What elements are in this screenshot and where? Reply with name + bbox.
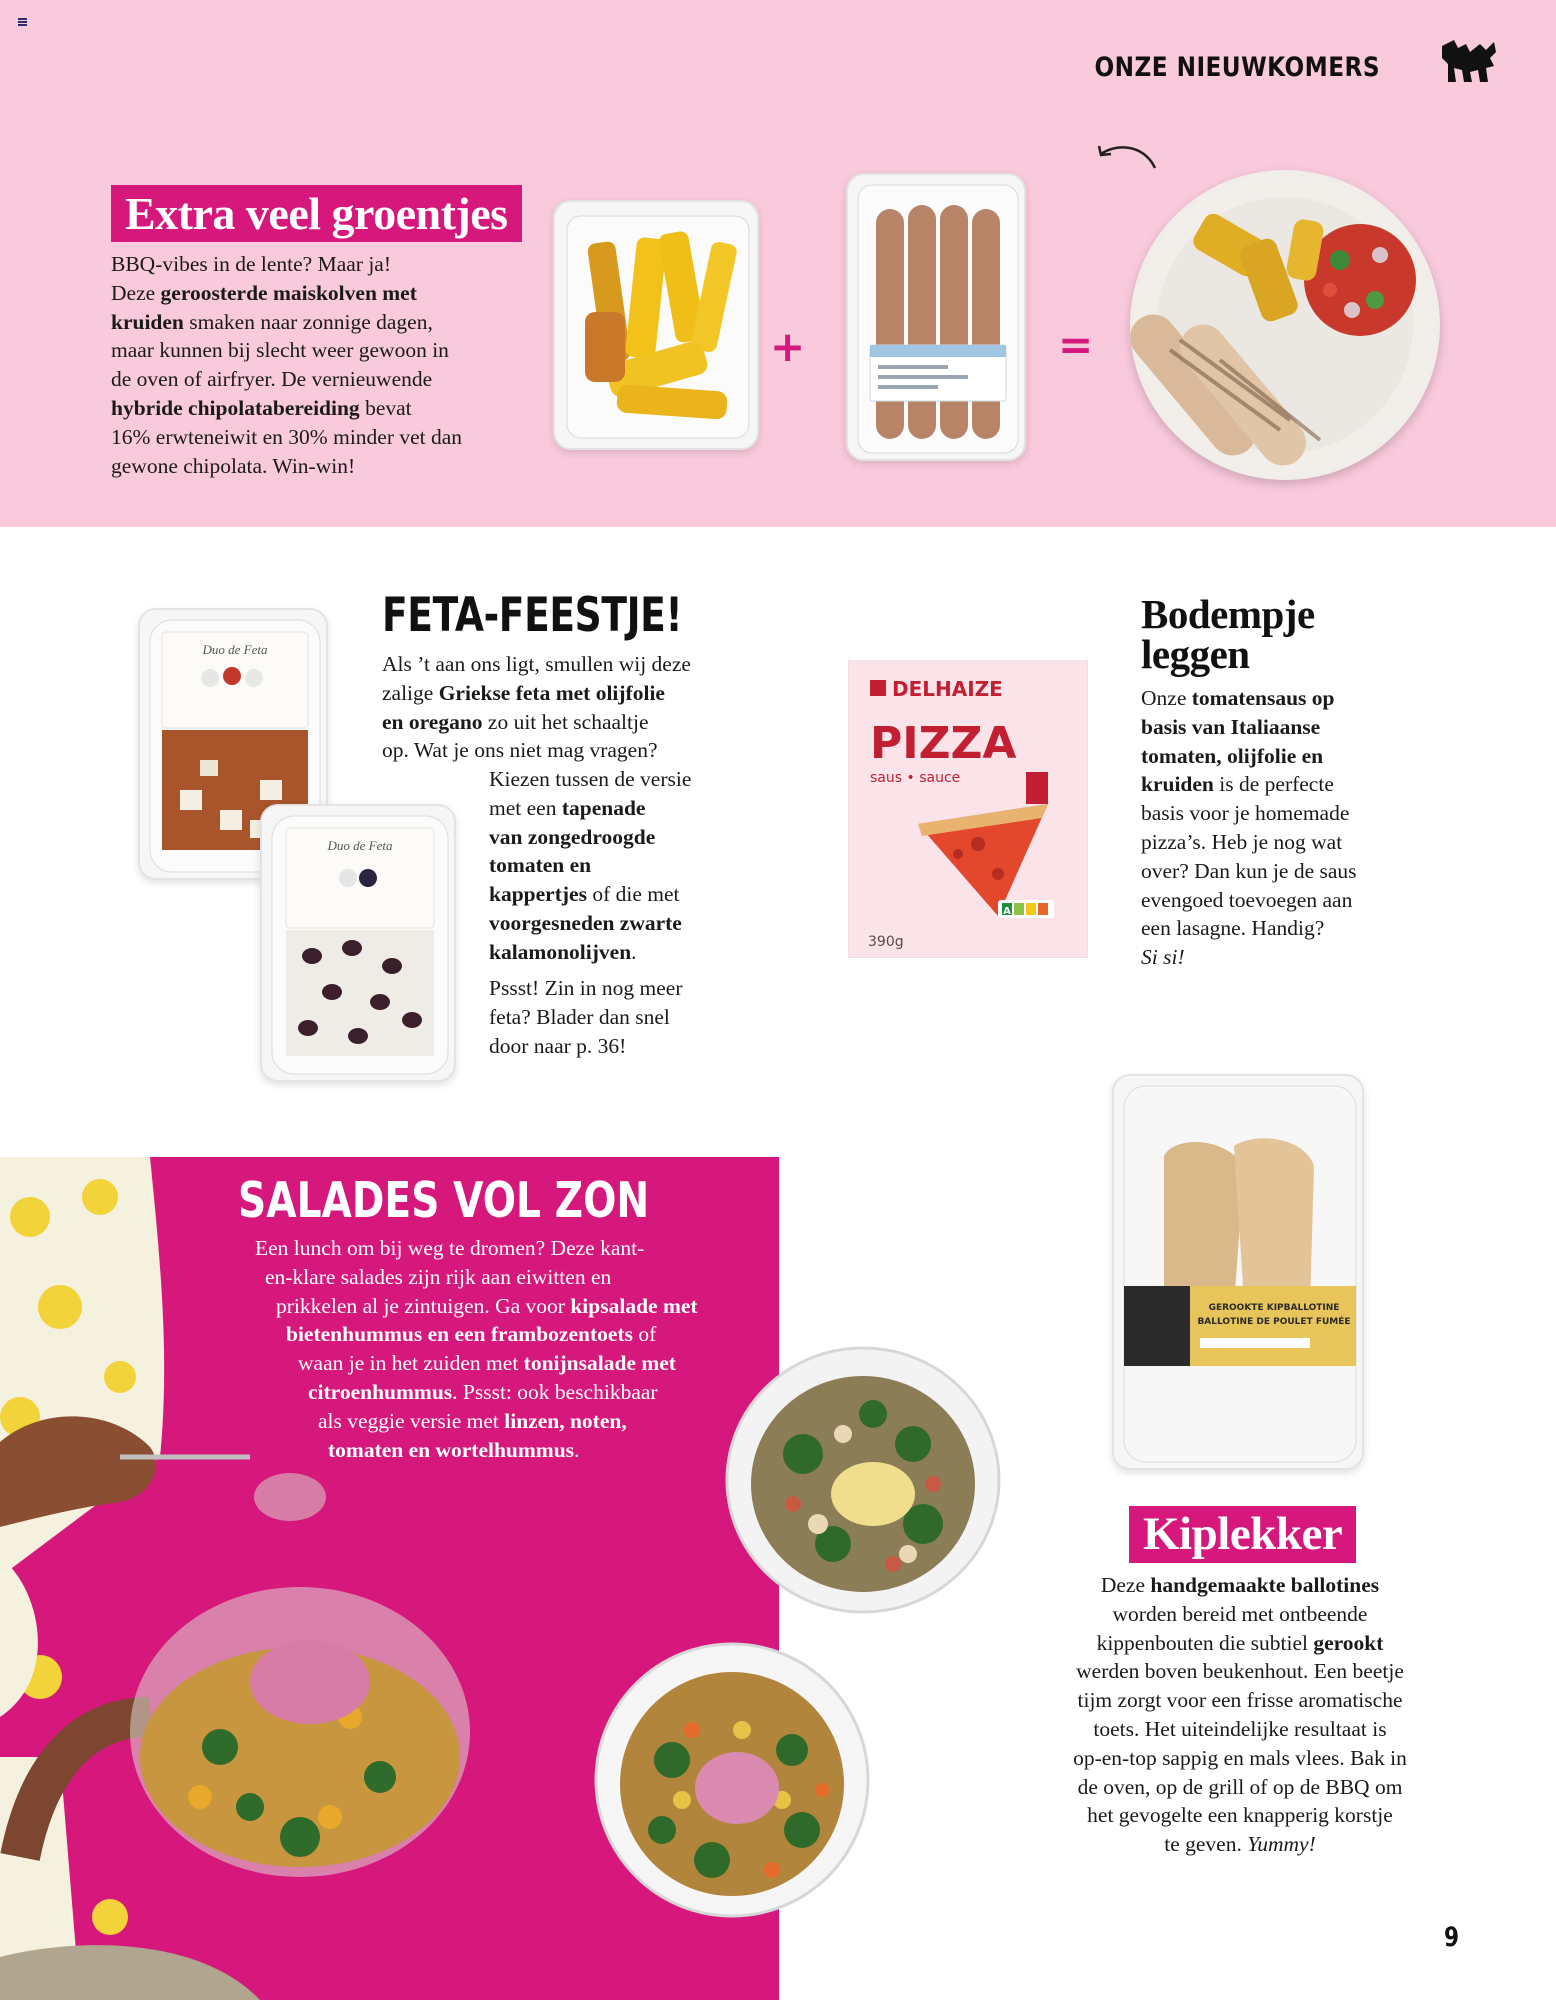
- salades-text-line: en-klare salades zijn rijk aan eiwitten en: [265, 1264, 612, 1289]
- text-line: over? Dan kun je de saus: [1141, 858, 1357, 883]
- svg-text:Duo de Feta: Duo de Feta: [327, 838, 393, 853]
- chicken-ballotine-product-image: [1112, 1074, 1364, 1470]
- text-line: kippenbouten die subtiel gerookt: [1096, 1630, 1384, 1655]
- kip-label-line-2: BALLOTINE DE POULET FUMÉE: [1197, 1317, 1351, 1327]
- text-line: maar kunnen bij slecht weer gewoon in: [111, 338, 449, 363]
- text-line: pizza’s. Heb je nog wat: [1141, 829, 1343, 854]
- pizza-box-product: PIZZA: [870, 718, 1017, 769]
- feta-tub-label: Duo de Feta: [202, 642, 268, 657]
- text-line: basis van Italiaanse: [1141, 714, 1321, 739]
- text-line: kappertjes of die met: [489, 882, 680, 907]
- text-line: te geven. Yummy!: [1164, 1832, 1316, 1857]
- text-line: zalige Griekse feta met olijfolie: [382, 680, 665, 705]
- text-line: BBQ-vibes in de lente? Maar ja!: [111, 252, 392, 276]
- text-line: basis voor je homemade: [1141, 801, 1350, 826]
- pizza-box-weight: 390g: [868, 934, 904, 950]
- corn-product-image: [553, 200, 759, 450]
- curved-arrow-icon: [1093, 138, 1159, 174]
- text-line: tomaten, olijfolie en: [1141, 743, 1324, 768]
- text-line: tijm zorgt voor een frisse aromatische: [1077, 1688, 1403, 1713]
- feta-body-intro: [382, 650, 722, 765]
- text-line: voorgesneden zwarte: [489, 910, 682, 935]
- text-line: toets. Het uiteindelijke resultaat is: [1093, 1716, 1387, 1741]
- salades-text-line: als veggie versie met linzen, noten,: [318, 1408, 627, 1433]
- menu-icon[interactable]: [18, 18, 27, 26]
- text-line: Kiezen tussen de versie: [489, 767, 692, 791]
- text-line: feta? Blader dan snel: [489, 1004, 670, 1029]
- text-line: hybride chipolatabereiding bevat: [111, 395, 412, 420]
- feta-body-variants: [489, 765, 739, 967]
- salades-text-line: tomaten en wortelhummus.: [328, 1437, 580, 1462]
- text-line: het gevogelte een knapperig korstje: [1087, 1803, 1393, 1828]
- text-line: Onze tomatensaus op: [1141, 686, 1335, 710]
- kip-body: [1030, 1571, 1450, 1859]
- bbq-plate-image: [1130, 170, 1440, 480]
- nutri-score-badge: A: [1003, 906, 1011, 917]
- text-line: werden boven beukenhout. Een beetje: [1076, 1659, 1404, 1684]
- text-line: Si si!: [1141, 945, 1185, 970]
- beet-salad-bowl-image: [592, 1640, 872, 1920]
- plus-sign: +: [770, 322, 806, 371]
- text-line: op. Wat je ons niet mag vragen?: [382, 738, 658, 763]
- feta-olives-product-image: [260, 804, 456, 1082]
- pizza-box-sub: saus • sauce: [870, 770, 961, 786]
- kip-label-line-1: GEROOKTE KIPBALLOTINE: [1208, 1303, 1340, 1313]
- text-line: evengoed toevoegen aan: [1141, 887, 1353, 912]
- equals-sign: =: [1058, 320, 1094, 369]
- salades-text-line: Een lunch om bij weg te dromen? Deze kant-: [255, 1236, 645, 1260]
- text-line: 16% erwteneiwit en 30% minder vet dan: [111, 424, 463, 449]
- salades-text-line: prikkelen al je zintuigen. Ga voor kipsalade met: [276, 1293, 698, 1318]
- text-line: Deze handgemaakte ballotines: [1100, 1573, 1380, 1597]
- text-line: Deze geroosterde maiskolven met: [111, 280, 417, 305]
- text-line: Als ’t aan ons ligt, smullen wij deze: [382, 652, 691, 676]
- text-line: de oven, op de grill of op de BBQ om: [1077, 1774, 1403, 1799]
- pizza-title: Bodempje leggen: [1141, 591, 1315, 677]
- text-line: door naar p. 36!: [489, 1033, 627, 1058]
- section-title: ONZE NIEUWKOMERS: [1094, 52, 1380, 83]
- delhaize-lion-logo: [1440, 38, 1498, 84]
- feta-title: FETA-FEESTJE!: [382, 588, 683, 643]
- feta-body-tip: [489, 974, 719, 1060]
- text-line: de oven of airfryer. De vernieuwende: [111, 367, 433, 392]
- groentjes-title: Extra veel groentjes: [111, 185, 522, 242]
- text-line: een lasagne. Handig?: [1141, 916, 1325, 941]
- pizza-box-brand: DELHAIZE: [892, 677, 1003, 701]
- text-line: en oregano zo uit het schaaltje: [382, 709, 649, 734]
- text-line: met een tapenade: [489, 795, 646, 820]
- groentjes-body: [111, 250, 541, 480]
- kip-title: Kiplekker: [1129, 1506, 1356, 1563]
- text-line: worden bereid met ontbeende: [1112, 1601, 1368, 1626]
- tuna-salad-bowl-image: [723, 1344, 1003, 1616]
- text-line: kalamonolijven.: [489, 939, 637, 964]
- chipolata-product-image: [846, 173, 1026, 461]
- page-number: 9: [1444, 1922, 1460, 1953]
- text-line: kruiden is de perfecte: [1141, 772, 1334, 797]
- salades-text-line: waan je in het zuiden met tonijnsalade met: [298, 1351, 676, 1376]
- pizza-sauce-product-image: [848, 654, 1088, 958]
- text-line: op-en-top sappig en mals vlees. Bak in: [1073, 1745, 1407, 1770]
- text-line: gewone chipolata. Win-win!: [111, 453, 356, 478]
- salades-text-line: citroenhummus. Pssst: ook beschikbaar: [308, 1380, 658, 1404]
- salades-text-line: bietenhummus en een frambozentoets of: [286, 1322, 657, 1347]
- pizza-body: [1141, 684, 1421, 972]
- text-line: Pssst! Zin in nog meer: [489, 976, 683, 1000]
- text-line: van zongedroogde: [489, 824, 656, 849]
- text-line: tomaten en: [489, 853, 592, 878]
- text-line: kruiden smaken naar zonnige dagen,: [111, 309, 433, 334]
- salades-title: SALADES VOL ZON: [238, 1172, 650, 1229]
